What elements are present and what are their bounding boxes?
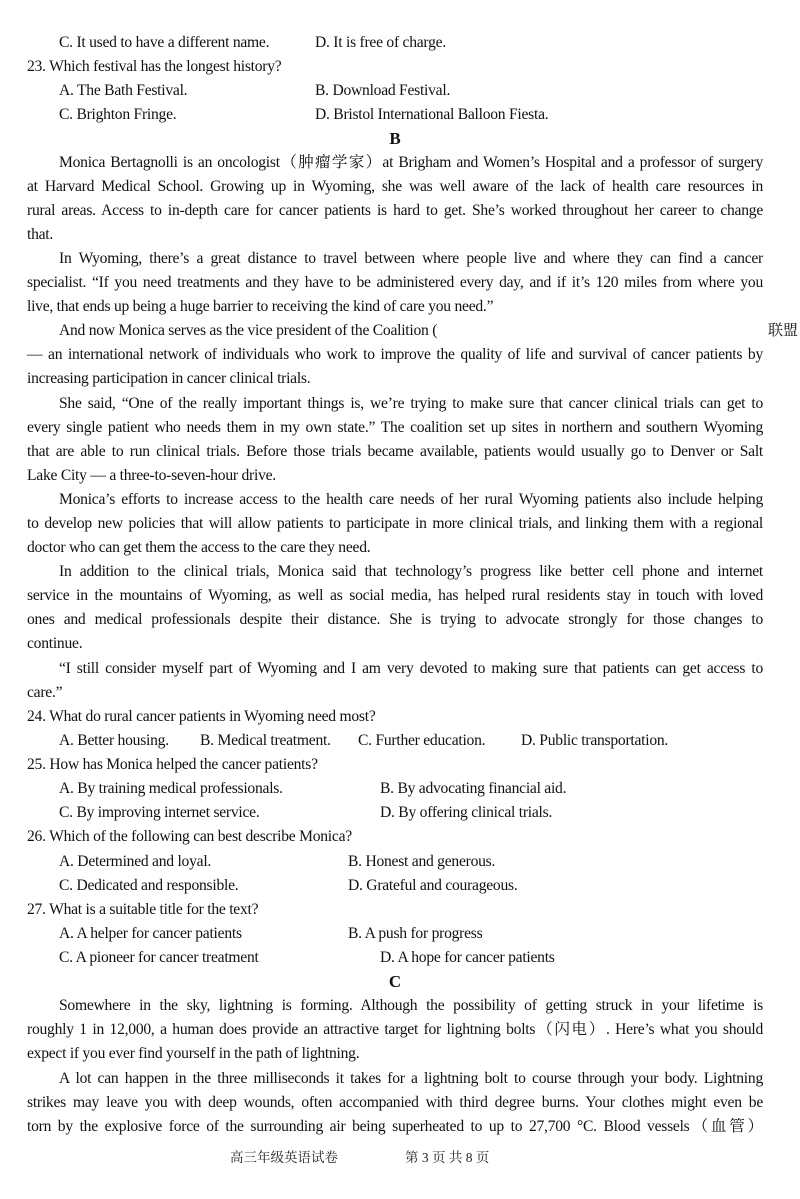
section-b-p5-line1: Monica’s efforts to increase access to the health care needs of her rural Wyoming patients also include helping [59, 491, 763, 508]
coalition-translation-note: 联盟 [767, 323, 798, 339]
section-c-p1-line2: roughly 1 in 12,000, a human does provide an attractive target for lightning bolts（闪电）. Here’s what you should [27, 1021, 763, 1038]
q24-option-a: A. Better housing. [59, 732, 169, 749]
section-b-p5-line2: to develop new policies that will allow patients to participate in more clinical trials, and linking them with a regional [27, 515, 763, 532]
section-b-p2-line1: In Wyoming, there’s a great distance to travel between where people live and where they can find a cancer [59, 250, 763, 267]
q24-question: 24. What do rural cancer patients in Wyoming need most? [27, 708, 376, 725]
q26-option-c: C. Dedicated and responsible. [59, 877, 239, 894]
section-b-p3-line2: — an international network of individuals who work to improve the quality of life and survival of cancer patients by [27, 346, 763, 363]
q27-option-d: D. A hope for cancer patients [380, 949, 555, 966]
section-b-p4-line1: She said, “One of the really important things is, we’re trying to make sure that cancer clinical trials can get to [59, 395, 763, 412]
section-c-p2-line3: torn by the explosive force of the surrounding air being superheated to up to 27,700 °C. Blood vessels（血管） [27, 1118, 763, 1135]
q24-option-b: B. Medical treatment. [200, 732, 331, 749]
section-b-heading: B [389, 129, 401, 148]
q25-option-d: D. By offering clinical trials. [380, 804, 553, 821]
q23-option-c: C. Brighton Fringe. [59, 106, 177, 123]
q25-option-c: C. By improving internet service. [59, 804, 260, 821]
section-b-p1-line2: at Harvard Medical School. Growing up in Wyoming, she was well aware of the lack of health care resources in [27, 178, 763, 195]
section-b-p3-line3: increasing participation in cancer clinical trials. [27, 370, 311, 387]
section-b-p1-line4: that. [27, 226, 54, 243]
q25-question: 25. How has Monica helped the cancer patients? [27, 756, 318, 773]
section-b-p7-line1: “I still consider myself part of Wyoming and I am very devoted to making sure that patients can get access to [59, 660, 763, 677]
q26-question: 26. Which of the following can best describe Monica? [27, 828, 352, 845]
section-b-p4-line3: that are able to run clinical trials. Before those trials became available, patients would usually go to Denver or Salt [27, 443, 763, 460]
section-c-p1-line3: expect if you ever find yourself in the path of lightning. [27, 1045, 360, 1062]
q27-option-c: C. A pioneer for cancer treatment [59, 949, 259, 966]
q27-option-a: A. A helper for cancer patients [59, 925, 242, 942]
q23-option-b: B. Download Festival. [315, 82, 451, 99]
section-b-p1-line3: rural areas. Access to in-depth care for cancer patients is hard to get. She’s worked throughout her career to change [27, 202, 763, 219]
q23-question: 23. Which festival has the longest history? [27, 58, 282, 75]
section-b-p4-line4: Lake City — a three-to-seven-hour drive. [27, 467, 276, 484]
section-c-p2-line2: strikes may leave you with deep wounds, often accompanied with third degree burns. Your clothes might even be [27, 1094, 763, 1111]
section-b-p4-line2: every single patient who needs them in my own state.” The coalition set up sites in northern and southern Wyoming [27, 419, 763, 436]
section-b-p6-line3: ones and medical professionals despite their distance. She is trying to advocate strongly for those changes to [27, 611, 763, 628]
q26-option-b: B. Honest and generous. [348, 853, 496, 870]
q24-option-c: C. Further education. [358, 732, 486, 749]
section-b-p5-line3: doctor who can get them the access to the care they need. [27, 539, 371, 556]
q27-question: 27. What is a suitable title for the text? [27, 901, 259, 918]
q22-option-d: D. It is free of charge. [315, 34, 446, 51]
q25-option-a: A. By training medical professionals. [59, 780, 283, 797]
q23-option-d: D. Bristol International Balloon Fiesta. [315, 106, 549, 123]
q26-option-d: D. Grateful and courageous. [348, 877, 518, 894]
q22-option-c: C. It used to have a different name. [59, 34, 270, 51]
footer-exam-title: 高三年级英语试卷 [230, 1150, 338, 1165]
section-c-heading: C [388, 972, 402, 991]
section-b-p2-line2: specialist. “If you need treatments and they have to be administered every day, and if it’s 120 miles from where you [27, 274, 763, 291]
section-b-p6-line4: continue. [27, 635, 83, 652]
section-c-p2-line1: A lot can happen in the three milliseconds it takes for a lightning bolt to course through your body. Lightning [59, 1070, 763, 1087]
q24-option-d: D. Public transportation. [521, 732, 669, 749]
section-b-p2-line3: live, that ends up being a huge barrier to receiving the kind of care you need.” [27, 298, 494, 315]
section-b-p6-line1: In addition to the clinical trials, Monica said that technology’s progress like better cell phone and internet [59, 563, 763, 580]
section-b-p6-line2: service in the mountains of Wyoming, as well as social media, has helped rural residents stay in touch with loved [27, 587, 763, 604]
q23-option-a: A. The Bath Festival. [59, 82, 188, 99]
q27-option-b: B. A push for progress [348, 925, 483, 942]
section-c-p1-line1: Somewhere in the sky, lightning is forming. Although the possibility of getting struck in your lifetime is [59, 997, 763, 1014]
q26-option-a: A. Determined and loyal. [59, 853, 212, 870]
section-b-p3-line1: And now Monica serves as the vice president of the Coalition ( [59, 322, 438, 339]
q25-option-b: B. By advocating financial aid. [380, 780, 567, 797]
footer-page-indicator: 第 3 页 共 8 页 [405, 1150, 490, 1165]
section-b-p7-line2: care.” [27, 684, 63, 701]
section-b-p1-line1: Monica Bertagnolli is an oncologist（肿瘤学家）at Brigham and Women’s Hospital and a professor of surgery [59, 154, 763, 171]
